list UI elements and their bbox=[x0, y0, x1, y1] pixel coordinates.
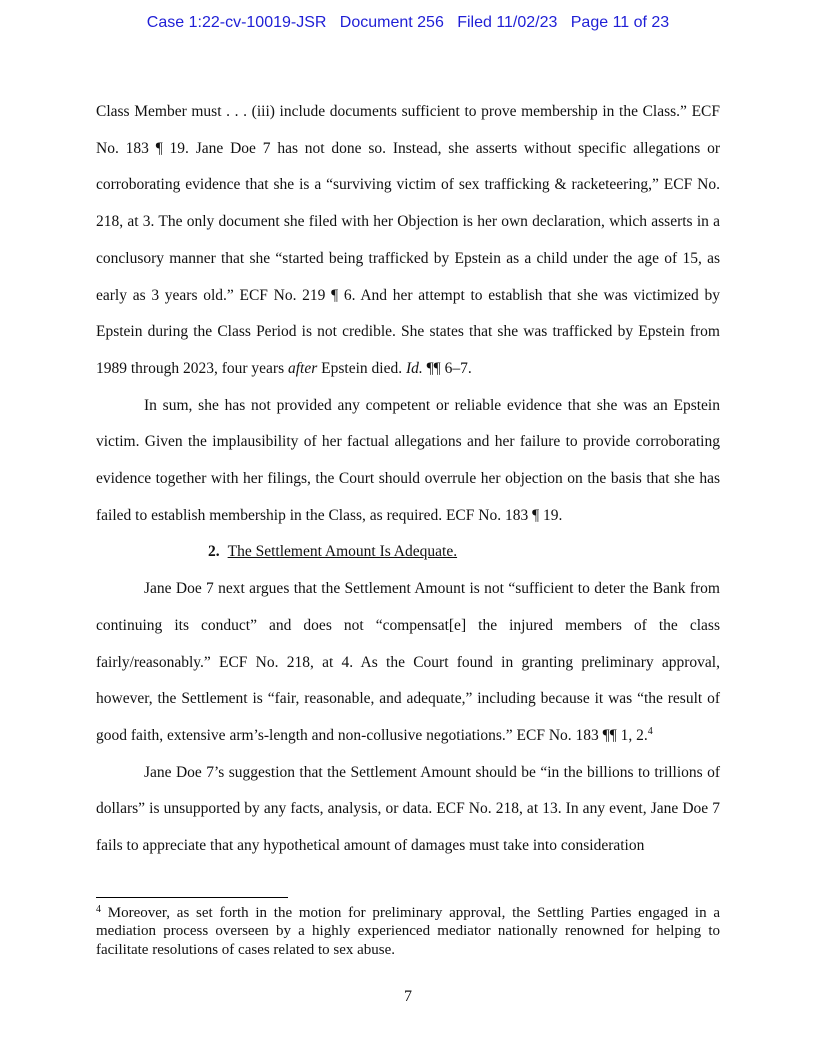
header-filed-date: Filed 11/02/23 bbox=[457, 14, 558, 31]
footnote-reference[interactable]: 4 bbox=[647, 725, 653, 737]
paragraph-settlement-amount: Jane Doe 7 next argues that the Settlement Amount is not “sufficient to deter the Bank from continuing its conduct” and does not “compensat[e] the injured members of the class fairly/reasonably.” ECF No. 218, at 4. As the Court found in granting preliminary approval, however, the Settlement is “fair, reasonable, and adequate,” including because it was “the result of good faith, extensive arm’s-length and non-collusive negotiations.” ECF No. 183 ¶¶ 1, 2.$^4$ bbox=[96, 580, 720, 744]
footnote-marker: 4 bbox=[96, 904, 101, 915]
paragraph-billions: Jane Doe 7’s suggestion that the Settlement Amount should be “in the billions to trillions of dollars” is unsupported by any facts, analysis, or data. ECF No. 218, at 13. In any event, Jane Doe 7 fails to appreciate that any hypothetical amount of damages must take into consideration bbox=[96, 763, 720, 855]
footnote-4 bbox=[96, 904, 720, 959]
page-number: 7 bbox=[404, 988, 412, 1005]
footnote-text: Moreover, as set forth in the motion for preliminary approval, the Settling Parties engaged in a mediation process overseen by a highly experienced mediator nationally renowned for helping to facilitate resolutions of cases related to sex abuse. bbox=[96, 905, 720, 958]
header-document-number: Document 256 bbox=[339, 14, 444, 31]
section-heading bbox=[96, 534, 720, 571]
section-title: The Settlement Amount Is Adequate. bbox=[227, 543, 458, 561]
header-case-number: Case 1:22-cv-10019-JSR bbox=[146, 14, 327, 31]
section-number: 2. bbox=[208, 543, 220, 561]
paragraph-in-sum: In sum, she has not provided any competent or reliable evidence that she was an Epstein victim. Given the implausibility of her factual allegations and her failure to provide corroborating evidence together with her filings, the Court should overrule her objection on the basis that she has failed to establish membership in the Class, as required. ECF No. 183 ¶ 19. bbox=[96, 396, 720, 524]
footnote-divider bbox=[96, 897, 288, 898]
document-body bbox=[96, 94, 720, 865]
paragraph-membership: Class Member must . . . (iii) include documents sufficient to prove membership in the Class.” ECF No. 183 ¶ 19. Jane Doe 7 has not done so. Instead, she asserts without specific allegations or corroborating evidence that she is a “surviving victim of sex trafficking & racketeering,” ECF No. 218, at 3. The only document she filed with her Objection is her own declaration, which asserts in a conclusory manner that she “started being trafficked by Epstein as a child under the age of 15, as early as 3 years old.” ECF No. 219 ¶ 6. And her attempt to establish that she was victimized by Epstein during the Class Period is not credible. She states that she was trafficked by Epstein from 1989 through 2023, four years after Epstein died. Id. ¶¶ 6–7. bbox=[96, 103, 720, 377]
header-page-count: Page 11 of 23 bbox=[570, 14, 670, 31]
ecf-header bbox=[0, 14, 816, 32]
